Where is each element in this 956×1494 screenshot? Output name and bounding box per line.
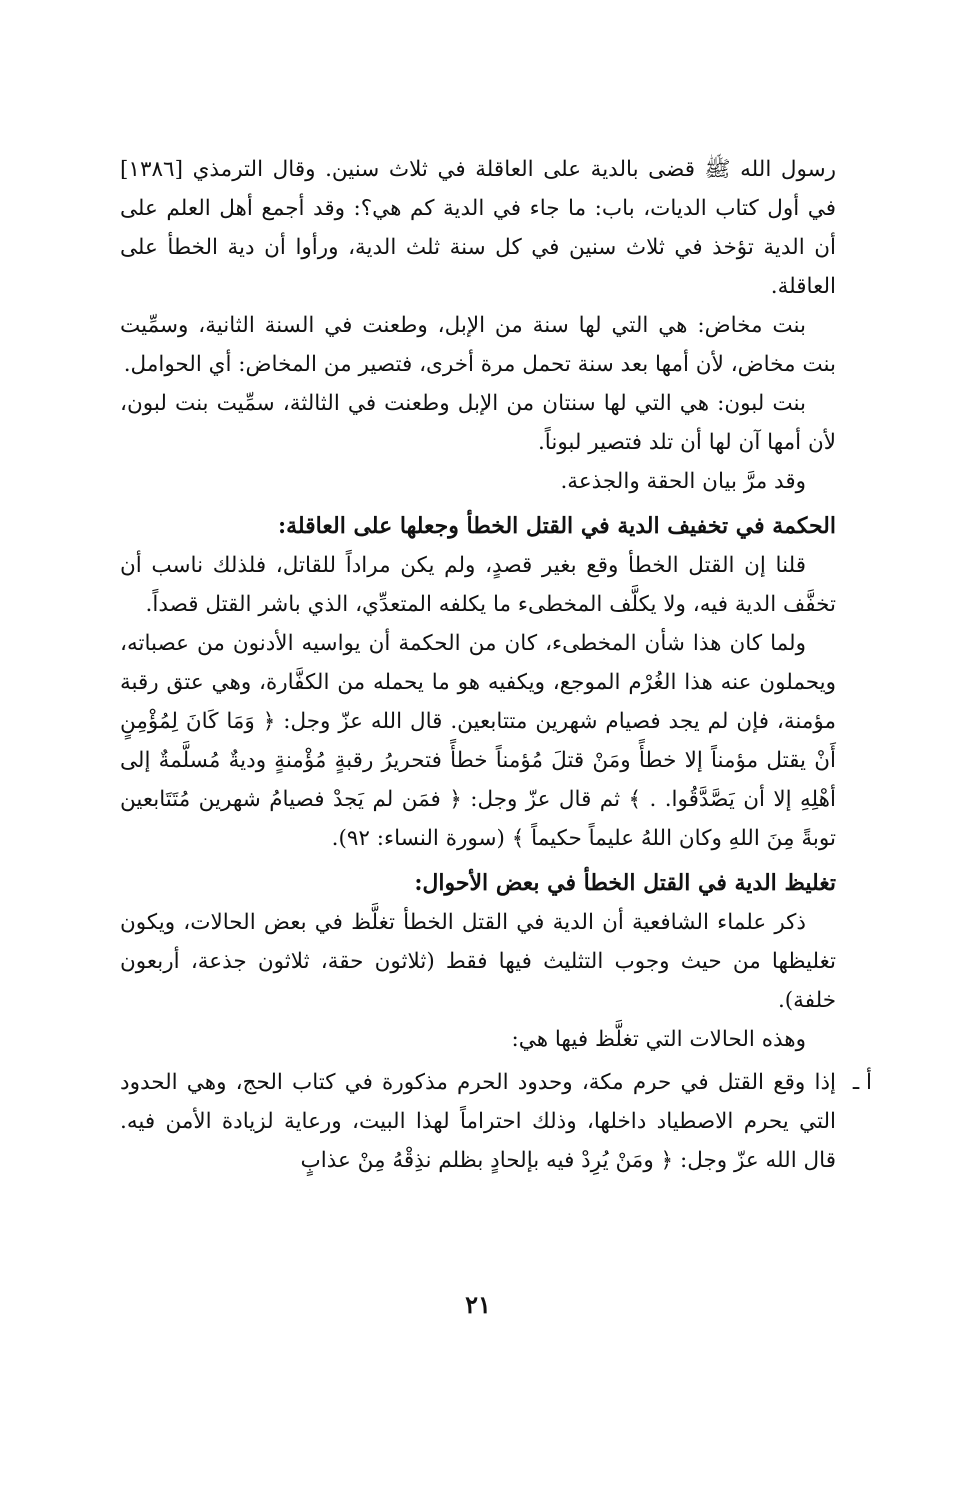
paragraph-tirmidhi-citation: رسول الله ﷺ قضى بالدية على العاقلة في ثلاث سنين. وقال الترمذي [١٣٨٦] في أول كتاب الديات، باب: ما جاء في الدية كم هي؟: وقد أجمع أهل العلم على أن الدية تؤخذ في ثلاث سنين في كل سنة ثلث الدية، ورأوا أن دية الخطأ على العاقلة. — [120, 157, 836, 299]
page-number: ٢١ — [465, 1290, 491, 1319]
page-body-text — [120, 150, 872, 1180]
section-heading-wisdom: الحكمة في تخفيف الدية في القتل الخطأ وجعلها على العاقلة: — [277, 513, 836, 539]
paragraph-shafii-scholars: ذكر علماء الشافعية أن الدية في القتل الخطأ تغلَّظ في بعض الحالات، ويكون تغليظها من حيث وجوب التثليث فيها فقط (ثلاثون حقة، ثلاثون جذعة، أربعون خلفة). — [120, 910, 836, 1013]
paragraph-cases-intro: وهذه الحالات التي تغلَّظ فيها هي: — [511, 1027, 806, 1052]
list-item-a-text: إذا وقع القتل في حرم مكة، وحدود الحرم مذكورة في كتاب الحج، وهي الحدود التي يحرم الاصطياد داخلها، وذلك احتراماً لهذا البيت، ورعاية لزيادة الأمن فيه. قال الله عزّ وجل: ﴿ ومَنْ يُرِدْ فيه بإلحادٍ بظلم نذِقْهُ مِنْ عذابٍ — [120, 1070, 836, 1173]
paragraph-bint-makhad: بنت مخاض: هي التي لها سنة من الإبل، وطعنت في السنة الثانية، وسمِّيت بنت مخاض، لأن أمها بعد سنة تحمل مرة أخرى، فتصير من المخاض: أي الحوامل. — [120, 313, 836, 377]
paragraph-hiqqa-jadha: وقد مرَّ بيان الحقة والجذعة. — [560, 469, 806, 494]
list-marker-a: أ ـ — [852, 1070, 872, 1095]
list-item-a — [120, 1063, 872, 1180]
paragraph-accidental-killing: قلنا إن القتل الخطأ وقع بغير قصدٍ، ولم يكن مراداً للقاتل، فلذلك ناسب أن تخفَّف الدية فيه، ولا يكلَّف المخطىء ما يكلفه المتعدِّي، الذي باشر القتل قصداً. — [120, 553, 836, 617]
paragraph-bint-labun: بنت لبون: هي التي لها سنتان من الإبل وطعنت في الثالثة، سمِّيت بنت لبون، لأن أمها آن لها أن تلد فتصير لبوناً. — [120, 391, 836, 455]
paragraph-kaffara-verse: ولما كان هذا شأن المخطىء، كان من الحكمة أن يواسيه الأدنون من عصباته، ويحملون عنه هذا الغُرْم الموجع، ويكفيه هو ما يحمله من الكفَّارة، وهي عتق رقبة مؤمنة، فإن لم يجد فصيام شهرين متتابعين. قال الله عزّ وجل: ﴿ وَمَا كَانَ لِمُؤْمِنٍ أَنْ يقتل مؤمناً إلا خطأً ومَنْ قتلَ مُؤمناً خطأً فتحريرُ رقبةٍ مُؤْمنةٍ وديةٌ مُسلَّمةٌ إلى أهْلِهِ إلا أن يَصَّدَّقُوا. . ﴾ ثم قال عزّ وجل: ﴿ فمَن لم يَجدْ فصيامُ شهرين مُتَتَابعين توبةً مِنَ اللهِ وكان اللهُ عليماً حكيماً ﴾ (سورة النساء: ٩٢). — [120, 631, 836, 851]
section-heading-aggravation: تغليظ الدية في القتل الخطأ في بعض الأحوال: — [414, 870, 836, 896]
